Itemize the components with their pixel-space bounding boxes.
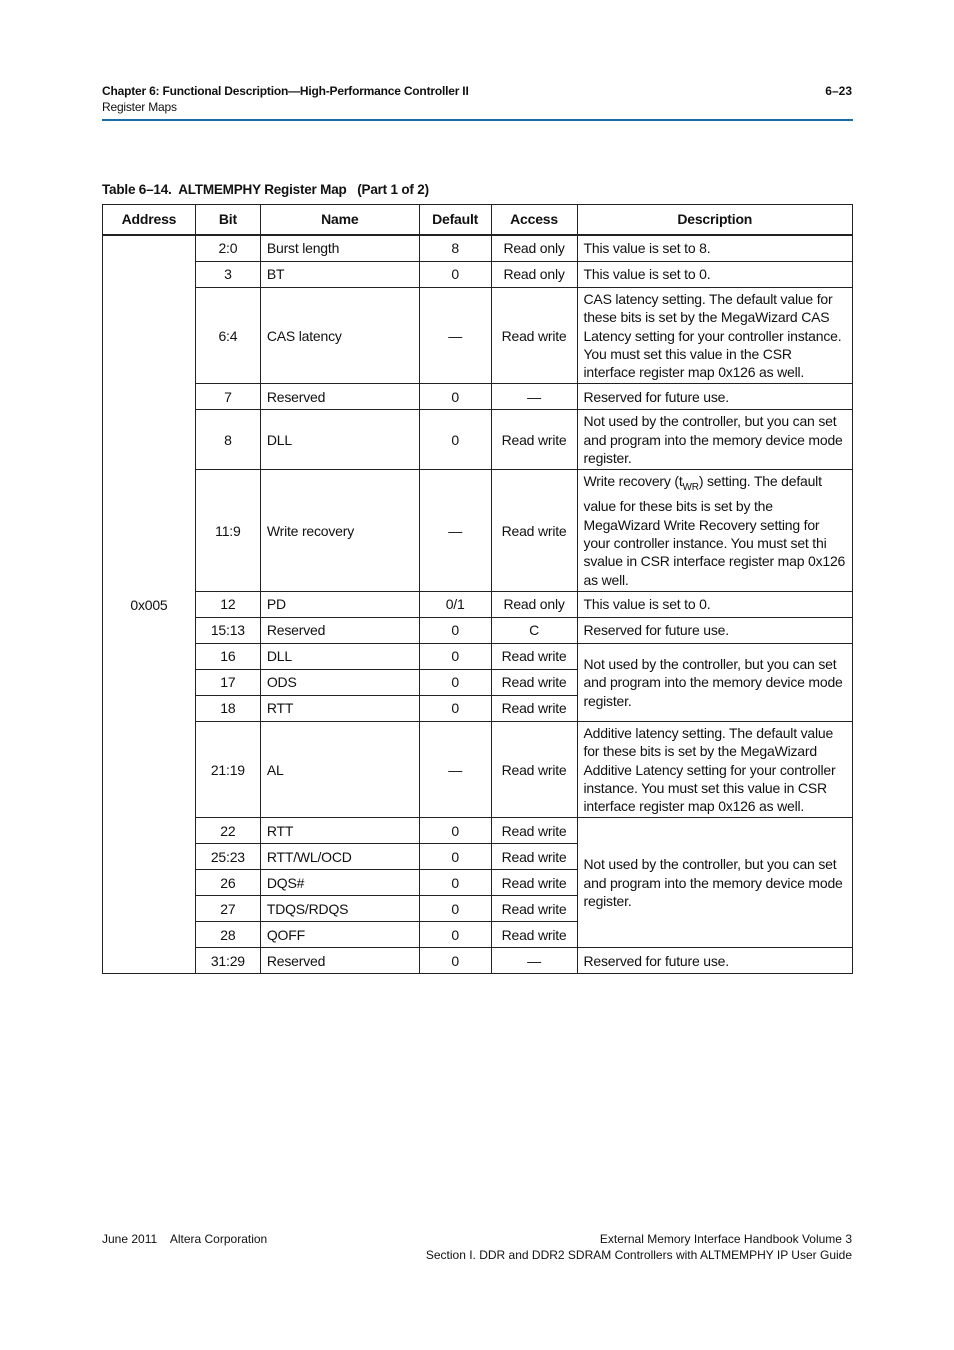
chapter-title: Chapter 6: Functional Description—High-Performance Controller II bbox=[102, 84, 469, 98]
access-cell: Read write bbox=[491, 643, 577, 669]
description-cell: This value is set to 0. bbox=[577, 262, 852, 288]
register-map-table bbox=[102, 204, 853, 974]
access-cell: — bbox=[491, 384, 577, 410]
default-cell: 0 bbox=[419, 410, 491, 470]
access-cell: Read write bbox=[491, 818, 577, 844]
name-cell: DQS# bbox=[260, 870, 419, 896]
default-cell: 0 bbox=[419, 643, 491, 669]
bit-cell: 7 bbox=[195, 384, 260, 410]
bit-cell: 27 bbox=[195, 896, 260, 922]
description-cell: Reserved for future use. bbox=[577, 384, 852, 410]
default-cell: 0/1 bbox=[419, 591, 491, 617]
table-row bbox=[103, 410, 853, 470]
description-text: ) setting. The default value for these bits is set by the MegaWizard Write Recovery setting for your controller instance. You must set thi svalue in CSR interface register map 0x126 as well. bbox=[583, 473, 846, 588]
access-cell: Read write bbox=[491, 896, 577, 922]
footer-section-title: Section I. DDR and DDR2 SDRAM Controllers with ALTMEMPHY IP User Guide bbox=[425, 1248, 852, 1262]
name-cell: Reserved bbox=[260, 617, 419, 643]
default-cell: 0 bbox=[419, 617, 491, 643]
name-cell: QOFF bbox=[260, 922, 419, 948]
name-cell: RTT bbox=[260, 818, 419, 844]
bit-cell: 16 bbox=[195, 643, 260, 669]
table-row bbox=[103, 591, 853, 617]
table-row bbox=[103, 235, 853, 262]
default-cell: 0 bbox=[419, 948, 491, 974]
table-row bbox=[103, 818, 853, 844]
default-cell: 0 bbox=[419, 669, 491, 695]
default-cell: 0 bbox=[419, 870, 491, 896]
access-cell: C bbox=[491, 617, 577, 643]
table-row bbox=[103, 948, 853, 974]
default-cell: — bbox=[419, 721, 491, 817]
column-header-access: Access bbox=[491, 205, 577, 236]
bit-cell: 18 bbox=[195, 695, 260, 721]
name-cell: RTT/WL/OCD bbox=[260, 844, 419, 870]
bit-cell: 21:19 bbox=[195, 721, 260, 817]
description-cell: This value is set to 0. bbox=[577, 591, 852, 617]
default-cell: 0 bbox=[419, 922, 491, 948]
table-row bbox=[103, 288, 853, 384]
page-number: 6–23 bbox=[825, 84, 852, 98]
bit-cell: 31:29 bbox=[195, 948, 260, 974]
access-cell: — bbox=[491, 948, 577, 974]
default-cell: 0 bbox=[419, 695, 491, 721]
default-cell: 0 bbox=[419, 818, 491, 844]
access-cell: Read only bbox=[491, 591, 577, 617]
access-cell: Read write bbox=[491, 922, 577, 948]
name-cell: ODS bbox=[260, 669, 419, 695]
bit-cell: 3 bbox=[195, 262, 260, 288]
name-cell: CAS latency bbox=[260, 288, 419, 384]
access-cell: Read write bbox=[491, 470, 577, 592]
name-cell: BT bbox=[260, 262, 419, 288]
access-cell: Read write bbox=[491, 870, 577, 896]
section-title: Register Maps bbox=[102, 100, 177, 114]
access-cell: Read only bbox=[491, 235, 577, 262]
name-cell: RTT bbox=[260, 695, 419, 721]
default-cell: 8 bbox=[419, 235, 491, 262]
bit-cell: 11:9 bbox=[195, 470, 260, 592]
description-text: Write recovery (t bbox=[583, 473, 683, 490]
table-row bbox=[103, 384, 853, 410]
name-cell: Write recovery bbox=[260, 470, 419, 592]
bit-cell: 22 bbox=[195, 818, 260, 844]
access-cell: Read only bbox=[491, 262, 577, 288]
bit-cell: 28 bbox=[195, 922, 260, 948]
column-header-name: Name bbox=[260, 205, 419, 236]
table-row bbox=[103, 643, 853, 669]
table-row bbox=[103, 262, 853, 288]
access-cell: Read write bbox=[491, 695, 577, 721]
bit-cell: 6:4 bbox=[195, 288, 260, 384]
bit-cell: 17 bbox=[195, 669, 260, 695]
bit-cell: 25:23 bbox=[195, 844, 260, 870]
name-cell: Burst length bbox=[260, 235, 419, 262]
name-cell: DLL bbox=[260, 643, 419, 669]
default-cell: 0 bbox=[419, 384, 491, 410]
table-header-row bbox=[103, 205, 853, 236]
description-cell bbox=[577, 470, 852, 592]
description-cell: Reserved for future use. bbox=[577, 948, 852, 974]
description-cell: Not used by the controller, but you can set and program into the memory device mode register. bbox=[577, 643, 852, 721]
description-cell: Additive latency setting. The default value for these bits is set by the MegaWizard Additive Latency setting for your controller instance. You must set this value in CSR interface register map 0x126 as well. bbox=[577, 721, 852, 817]
bit-cell: 2:0 bbox=[195, 235, 260, 262]
bit-cell: 15:13 bbox=[195, 617, 260, 643]
header-rule bbox=[102, 119, 853, 121]
address-cell: 0x005 bbox=[103, 235, 196, 974]
description-cell: Reserved for future use. bbox=[577, 617, 852, 643]
description-cell: Not used by the controller, but you can set and program into the memory device mode register. bbox=[577, 818, 852, 948]
name-cell: Reserved bbox=[260, 384, 419, 410]
access-cell: Read write bbox=[491, 721, 577, 817]
table-row bbox=[103, 617, 853, 643]
default-cell: — bbox=[419, 288, 491, 384]
default-cell: — bbox=[419, 470, 491, 592]
name-cell: AL bbox=[260, 721, 419, 817]
column-header-description: Description bbox=[577, 205, 852, 236]
column-header-bit: Bit bbox=[195, 205, 260, 236]
default-cell: 0 bbox=[419, 844, 491, 870]
access-cell: Read write bbox=[491, 288, 577, 384]
description-cell: This value is set to 8. bbox=[577, 235, 852, 262]
access-cell: Read write bbox=[491, 410, 577, 470]
bit-cell: 8 bbox=[195, 410, 260, 470]
footer-handbook-title: External Memory Interface Handbook Volume 3 bbox=[599, 1232, 852, 1246]
default-cell: 0 bbox=[419, 262, 491, 288]
name-cell: Reserved bbox=[260, 948, 419, 974]
name-cell: TDQS/RDQS bbox=[260, 896, 419, 922]
name-cell: PD bbox=[260, 591, 419, 617]
default-cell: 0 bbox=[419, 896, 491, 922]
description-subscript: WR bbox=[682, 482, 699, 494]
description-cell: CAS latency setting. The default value for these bits is set by the MegaWizard CAS Latency setting for your controller instance. You must set this value in the CSR interface register map 0x126 as well. bbox=[577, 288, 852, 384]
column-header-address: Address bbox=[103, 205, 196, 236]
bit-cell: 26 bbox=[195, 870, 260, 896]
footer-date-publisher: June 2011 Altera Corporation bbox=[102, 1232, 268, 1246]
table-row bbox=[103, 470, 853, 592]
description-cell: Not used by the controller, but you can set and program into the memory device mode register. bbox=[577, 410, 852, 470]
table-caption: Table 6–14. ALTMEMPHY Register Map (Part 1 of 2) bbox=[102, 182, 429, 197]
table-row bbox=[103, 721, 853, 817]
bit-cell: 12 bbox=[195, 591, 260, 617]
name-cell: DLL bbox=[260, 410, 419, 470]
access-cell: Read write bbox=[491, 844, 577, 870]
access-cell: Read write bbox=[491, 669, 577, 695]
column-header-default: Default bbox=[419, 205, 491, 236]
